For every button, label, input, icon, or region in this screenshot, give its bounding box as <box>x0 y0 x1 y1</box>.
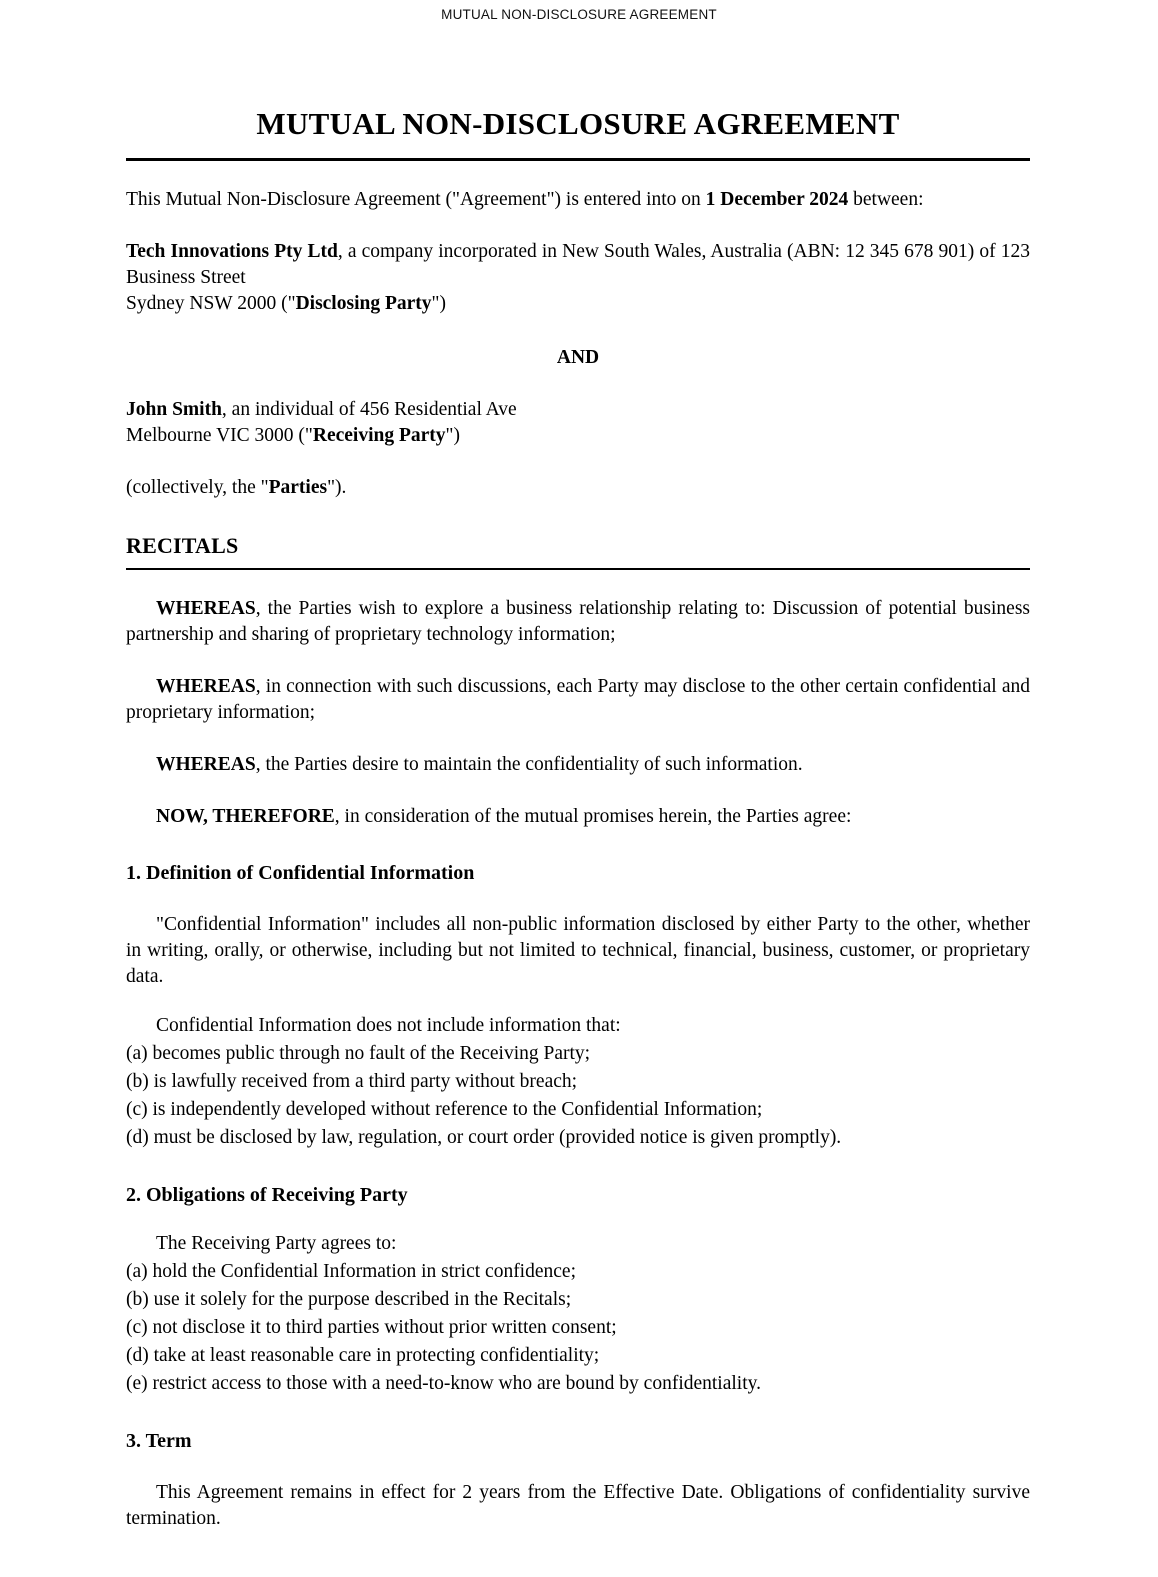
list-lead: The Receiving Party agrees to: <box>156 1232 397 1254</box>
section-list <box>126 1230 1030 1398</box>
recital-clause <box>126 674 1030 726</box>
collectively-suffix: "). <box>327 476 347 498</box>
section-heading: 1. Definition of Confidential Information <box>126 861 475 884</box>
disclosing-party-address: Sydney NSW 2000 (" <box>126 292 296 314</box>
recitals-heading: RECITALS <box>126 532 239 558</box>
receiving-party-address: Melbourne VIC 3000 (" <box>126 424 313 446</box>
recital-text: , in consideration of the mutual promises herein, the Parties agree: <box>334 805 852 827</box>
recital-text: , in connection with such discussions, each Party may disclose to the other certain confidential and proprietary information; <box>126 675 1030 723</box>
section-heading: 2. Obligations of Receiving Party <box>126 1183 408 1206</box>
disclosing-party-description: , a company incorporated in New South Wales, Australia (ABN: 12 345 678 901) of 123 Business Street <box>126 240 1030 288</box>
receiving-party-role: Receiving Party <box>312 424 446 446</box>
intro-tail: between: <box>848 188 924 210</box>
collectively-prefix: (collectively, the " <box>126 476 269 498</box>
section-body: "Confidential Information" includes all non-public information disclosed by either Party to the other, whether in writing, orally, or otherwise, including but not limited to technical, financial, business, customer, or proprietary data. <box>126 913 1030 987</box>
recital-clause <box>126 752 1030 778</box>
list-item: (b) is lawfully received from a third party without breach; <box>126 1070 578 1092</box>
list-item: (b) use it solely for the purpose described in the Recitals; <box>126 1288 572 1310</box>
disclosing-party-name: Tech Innovations Pty Ltd <box>126 240 338 262</box>
recital-text: , the Parties wish to explore a business relationship relating to: Discussion of potential business partnership and sharing of proprietary technology information; <box>126 597 1030 645</box>
section-body: This Agreement remains in effect for 2 years from the Effective Date. Obligations of confidentiality survive termination. <box>126 1481 1030 1529</box>
list-item: (d) take at least reasonable care in protecting confidentiality; <box>126 1344 600 1366</box>
list-lead: Confidential Information does not include information that: <box>156 1014 621 1036</box>
running-header: MUTUAL NON-DISCLOSURE AGREEMENT <box>441 7 717 22</box>
intro-lead: This Mutual Non-Disclosure Agreement ("Agreement") is entered into on <box>126 188 706 210</box>
parties-term: Parties <box>268 476 328 498</box>
collectively-paragraph <box>126 475 1030 501</box>
effective-date: 1 December 2024 <box>705 188 849 210</box>
receiving-party-name: John Smith <box>126 398 222 420</box>
recital-lead: WHEREAS <box>156 675 256 697</box>
and-separator: AND <box>556 346 600 368</box>
title-divider <box>126 158 1030 161</box>
list-item: (c) is independently developed without reference to the Confidential Information; <box>126 1098 763 1120</box>
receiving-party-address-tail: ") <box>445 424 461 446</box>
receiving-party-paragraph <box>126 397 1030 449</box>
page-title: MUTUAL NON-DISCLOSURE AGREEMENT <box>256 106 900 141</box>
intro-paragraph <box>126 187 1030 213</box>
recital-text: , the Parties desire to maintain the confidentiality of such information. <box>255 753 803 775</box>
recital-clause <box>126 804 1030 830</box>
recital-lead: WHEREAS <box>156 753 256 775</box>
list-item: (c) not disclose it to third parties without prior written consent; <box>126 1316 617 1338</box>
receiving-party-description: , an individual of 456 Residential Ave <box>221 398 517 420</box>
list-item: (a) becomes public through no fault of the Receiving Party; <box>126 1042 591 1064</box>
disclosing-party-role: Disclosing Party <box>295 292 432 314</box>
recital-clause <box>126 596 1030 648</box>
recital-lead: WHEREAS <box>156 597 256 619</box>
list-item: (a) hold the Confidential Information in strict confidence; <box>126 1260 576 1282</box>
recital-lead: NOW, THEREFORE <box>156 805 335 827</box>
section-list <box>126 1012 1030 1152</box>
list-item: (e) restrict access to those with a need-to-know who are bound by confidentiality. <box>126 1372 761 1394</box>
disclosing-party-paragraph <box>126 239 1030 317</box>
disclosing-party-address-tail: ") <box>431 292 446 314</box>
section-heading: 3. Term <box>126 1429 192 1452</box>
list-item: (d) must be disclosed by law, regulation, or court order (provided notice is given promptly). <box>126 1126 842 1148</box>
document-content <box>126 0 1030 1551</box>
recitals-divider <box>126 568 1030 570</box>
